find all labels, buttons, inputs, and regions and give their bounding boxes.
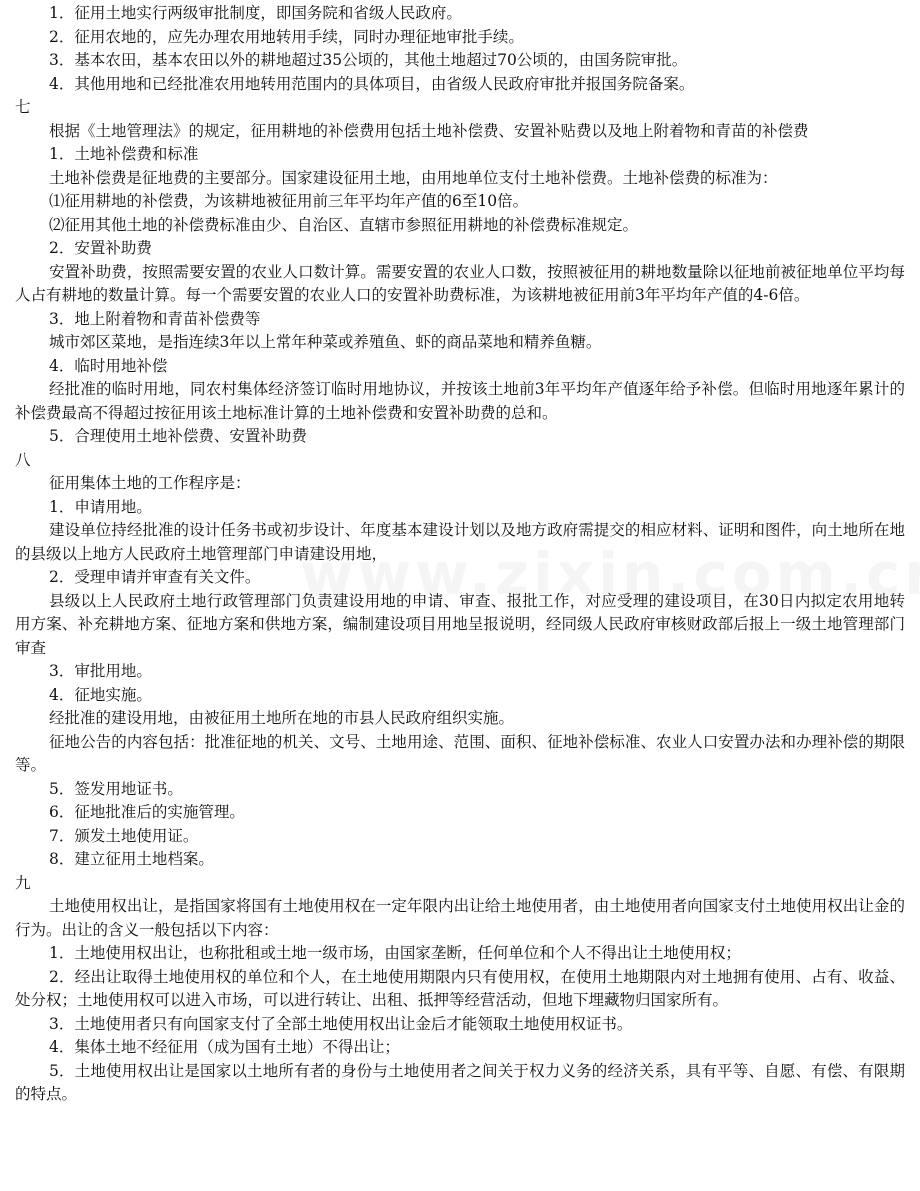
paragraph: 4．其他用地和已经批准农用地转用范围内的具体项目，由省级人民政府审批并报国务院备案。 (49, 74, 695, 93)
paragraph: 8．建立征用土地档案。 (49, 850, 214, 868)
paragraph: 根据《土地管理法》的规定，征用耕地的补偿费用包括土地补偿费、安置补贴费以及地上附着物和青苗的补偿费 (49, 121, 809, 140)
paragraph: 县级以上人民政府土地行政管理部门负责建设用地的申请、审查、报批工作，对应受理的建设项目，在30日内拟定农用地转用方案、补充耕地方案、征地方案和供地方案，编制建设项目用地呈报说明，经同级人民政府审核财政部后报上一级土地管理部门审查 (15, 591, 905, 657)
paragraph: 2．征用农地的，应先办理农用地转用手续，同时办理征地审批手续。 (49, 27, 524, 46)
paragraph: 安置补助费，按照需要安置的农业人口数计算。需要安置的农业人口数，按照被征用的耕地数量除以征地前被征地单位平均每人占有耕地的数量计算。每一个需要安置的农业人口的安置补助费标准，为该耕地被征用前3年平均年产值的4-6倍。 (15, 262, 905, 304)
paragraph: 1．征用土地实行两级审批制度，即国务院和省级人民政府。 (49, 4, 462, 22)
paragraph: 1．土地补偿费和标准 (49, 145, 199, 163)
paragraph: 2．安置补助费 (49, 239, 152, 257)
paragraph: 2．经出让取得土地使用权的单位和个人，在土地使用期限内只有使用权，在使用土地期限内对土地拥有使用、占有、收益、处分权；土地使用权可以进入市场，可以进行转让、出租、抵押等经营活动，但地下埋藏物归国家所有。 (15, 967, 905, 1009)
paragraph: 建设单位持经批准的设计任务书或初步设计、年度基本建设计划以及地方政府需提交的相应材料、证明和图件，向土地所在地的县级以上地方人民政府土地管理部门申请建设用地， (15, 521, 905, 563)
paragraph: 3．土地使用者只有向国家支付了全部土地使用权出让金后才能领取土地使用权证书。 (49, 1014, 633, 1033)
paragraph: 经批准的建设用地，由被征用土地所在地的市县人民政府组织实施。 (49, 709, 515, 727)
paragraph: 2．受理申请并审查有关文件。 (49, 568, 261, 586)
paragraph: 城市郊区菜地，是指连续3年以上常年种菜或养殖鱼、虾的商品菜地和精养鱼糖。 (49, 333, 602, 351)
paragraph: ⑴征用耕地的补偿费，为该耕地被征用前三年平均年产值的6至10倍。 (49, 192, 529, 210)
paragraph: 土地使用权出让，是指国家将国有土地使用权在一定年限内出让给土地使用者，由土地使用者向国家支付土地使用权出让金的行为。出让的含义一般包括以下内容： (15, 897, 905, 939)
paragraph: 6．征地批准后的实施管理。 (49, 803, 245, 821)
paragraph: 5．合理使用土地补偿费、安置补助费 (49, 427, 307, 445)
paragraph: 4．征地实施。 (49, 685, 152, 704)
paragraph: 1．申请用地。 (49, 497, 152, 516)
paragraph: 5．土地使用权出让是国家以土地所有者的身份与土地使用者之间关于权力义务的经济关系，具有平等、自愿、有偿、有限期的特点。 (15, 1061, 905, 1103)
section-heading: 七 (15, 98, 31, 116)
paragraph: 3．地上附着物和青苗补偿费等 (49, 309, 261, 328)
paragraph: 经批准的临时用地，同农村集体经济签订临时用地协议，并按该土地前3年平均年产值逐年给予补偿。但临时用地逐年累计的补偿费最高不得超过按征用该土地标准计算的土地补偿费和安置补助费的总和。 (15, 380, 905, 422)
paragraph: 4．临时用地补偿 (49, 356, 168, 375)
section-heading: 八 (15, 450, 31, 469)
paragraph: 征地公告的内容包括：批准征地的机关、文号、土地用途、范围、面积、征地补偿标准、农业人口安置办法和办理补偿的期限等。 (15, 732, 905, 774)
paragraph: ⑵征用其他土地的补偿费标准由少、自治区、直辖市参照征用耕地的补偿费标准规定。 (49, 215, 639, 234)
paragraph: 3．基本农田，基本农田以外的耕地超过35公顷的，其他土地超过70公顷的，由国务院审批。 (49, 51, 688, 69)
paragraph: 征用集体土地的工作程序是： (49, 474, 251, 492)
section-heading: 九 (15, 873, 31, 892)
document-body (15, 2, 905, 1107)
paragraph: 3．审批用地。 (49, 662, 152, 680)
paragraph: 7．颁发土地使用证。 (49, 826, 199, 845)
paragraph: 4．集体土地不经征用（成为国有土地）不得出让； (49, 1038, 400, 1056)
paragraph: 土地补偿费是征地费的主要部分。国家建设征用土地，由用地单位支付土地补偿费。土地补偿费的标准为： (49, 168, 778, 187)
paragraph: 1．土地使用权出让，也称批租或土地一级市场，由国家垄断，任何单位和个人不得出让土地使用权； (49, 944, 741, 962)
paragraph: 5．签发用地证书。 (49, 779, 183, 798)
